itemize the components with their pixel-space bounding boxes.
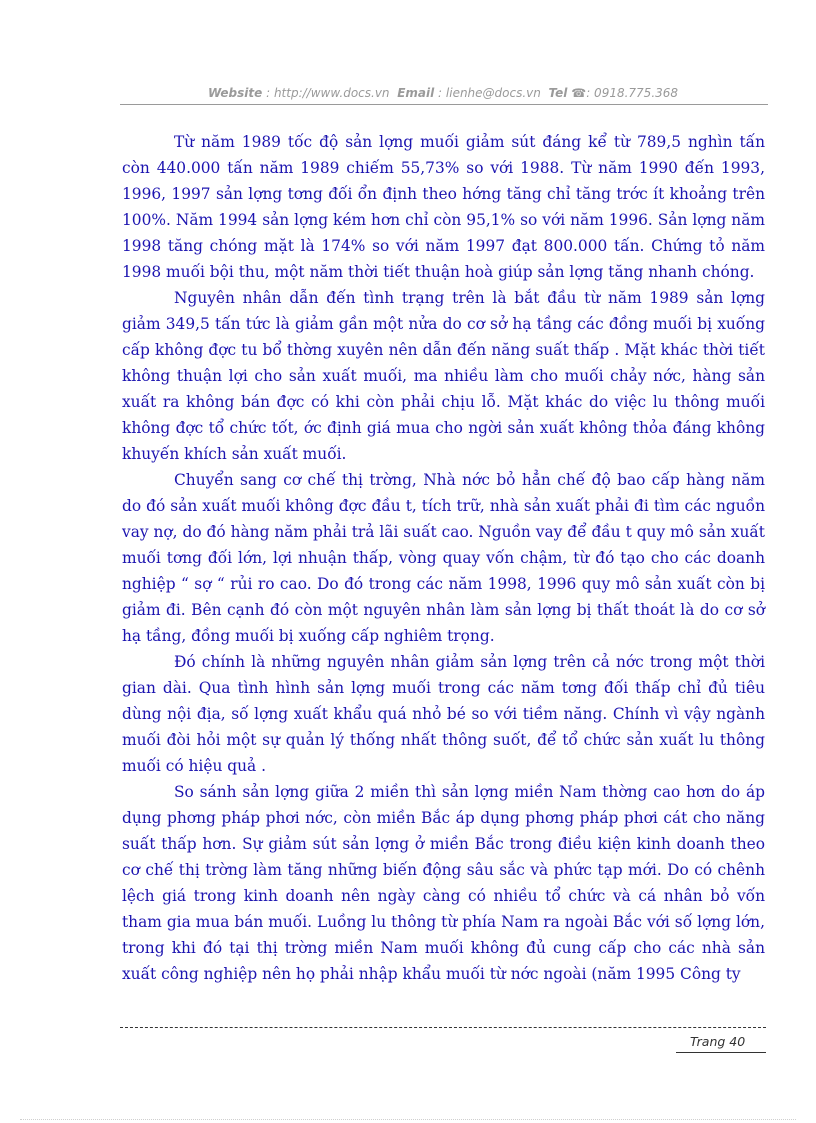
page-bottom-edge bbox=[20, 1119, 796, 1120]
email-value: : lienhe@docs.vn bbox=[438, 86, 541, 100]
paragraph: Chuyển sang cơ chế thị trờng, Nhà nớc bỏ hẳn chế độ bao cấp hàng năm do đó sản xuất muối không đợc đầu t, tích trữ, nhà sản xuất phải đi tìm các nguồn vay nợ, do đó hàng năm phải trả lãi suất cao. Nguồn vay để đầu t quy mô sản xuất muối tơng đối lớn, lợi nhuận thấp, vòng quay vốn chậm, từ đó tạo cho các doanh nghiệp “ sợ “ rủi ro cao. Do đó trong các năm 1998, 1996 quy mô sản xuất còn bị giảm đi. Bên cạnh đó còn một nguyên nhân làm sản lợng bị thất thoát là do cơ sở hạ tầng, đồng muối bị xuống cấp nghiêm trọng. bbox=[122, 471, 765, 645]
paragraph: Đó chính là những nguyên nhân giảm sản lợng trên cả nớc trong một thời gian dài. Qua tình hình sản lợng muối trong các năm tơng đối thấp chỉ đủ tiêu dùng nội địa, số lợng xuất khẩu quá nhỏ bé so với tiềm năng. Chính vì vậy ngành muối đòi hỏi một sự quản lý thống nhất thông suốt, để tổ chức sản xuất lu thông muối có hiệu quả . bbox=[122, 653, 765, 775]
page-number: Trang 40 bbox=[690, 1034, 746, 1049]
website-value: : http://www.docs.vn bbox=[266, 86, 390, 100]
body-text bbox=[122, 129, 765, 987]
paragraph: Từ năm 1989 tốc độ sản lợng muối giảm sút đáng kể từ 789,5 nghìn tấn còn 440.000 tấn năm 1989 chiếm 55,73% so với 1988. Từ năm 1990 đến 1993, 1996, 1997 sản lợng tơng đối ổn định theo hớng tăng chỉ tăng trớc ít khoảng trên 100%. Năm 1994 sản lợng kém hơn chỉ còn 95,1% so với năm 1996. Sản lợng năm 1998 tăng chóng mặt là 174% so với năm 1997 đạt 800.000 tấn. Chứng tỏ năm 1998 muối bội thu, một năm thời tiết thuận hoà giúp sản lợng tăng nhanh chóng. bbox=[122, 133, 765, 281]
header-divider bbox=[120, 104, 768, 105]
footer-divider bbox=[120, 1027, 766, 1028]
page-number-underline bbox=[676, 1052, 766, 1053]
email-label: Email bbox=[397, 86, 435, 100]
tel-label: Tel bbox=[548, 86, 568, 100]
page-header bbox=[120, 86, 766, 100]
phone-icon: ☎ bbox=[571, 86, 587, 100]
website-label: Website bbox=[207, 86, 263, 100]
paragraph: So sánh sản lợng giữa 2 miền thì sản lợng miền Nam thờng cao hơn do áp dụng phơng pháp phơi nớc, còn miền Bắc áp dụng phơng pháp phơi cát cho năng suất thấp hơn. Sự giảm sút sản lợng ở miền Bắc trong điều kiện kinh doanh theo cơ chế thị trờng làm tăng những biến động sâu sắc và phức tạp mới. Do có chênh lệch giá trong kinh doanh nên ngày càng có nhiều tổ chức và cá nhân bỏ vốn tham gia mua bán muối. Luồng lu thông từ phía Nam ra ngoài Bắc với số lợng lớn, trong khi đó tại thị trờng miền Nam muối không đủ cung cấp cho các nhà sản xuất công nghiệp nên họ phải nhập khẩu muối từ nớc ngoài (năm 1995 Công ty bbox=[122, 783, 765, 983]
tel-value: : 0918.775.368 bbox=[586, 86, 679, 100]
paragraph: Nguyên nhân dẫn đến tình trạng trên là bắt đầu từ năm 1989 sản lợng giảm 349,5 tấn tức là giảm gần một nửa do cơ sở hạ tầng các đồng muối bị xuống cấp không đợc tu bổ thờng xuyên nên dẫn đến năng suất thấp . Mặt khác thời tiết không thuận lợi cho sản xuất muối, ma nhiều làm cho muối chảy nớc, hàng sản xuất ra không bán đợc có khi còn phải chịu lỗ. Mặt khác do việc lu thông muối không đợc tổ chức tốt, ớc định giá mua cho ngời sản xuất không thỏa đáng không khuyến khích sản xuất muối. bbox=[122, 289, 765, 463]
